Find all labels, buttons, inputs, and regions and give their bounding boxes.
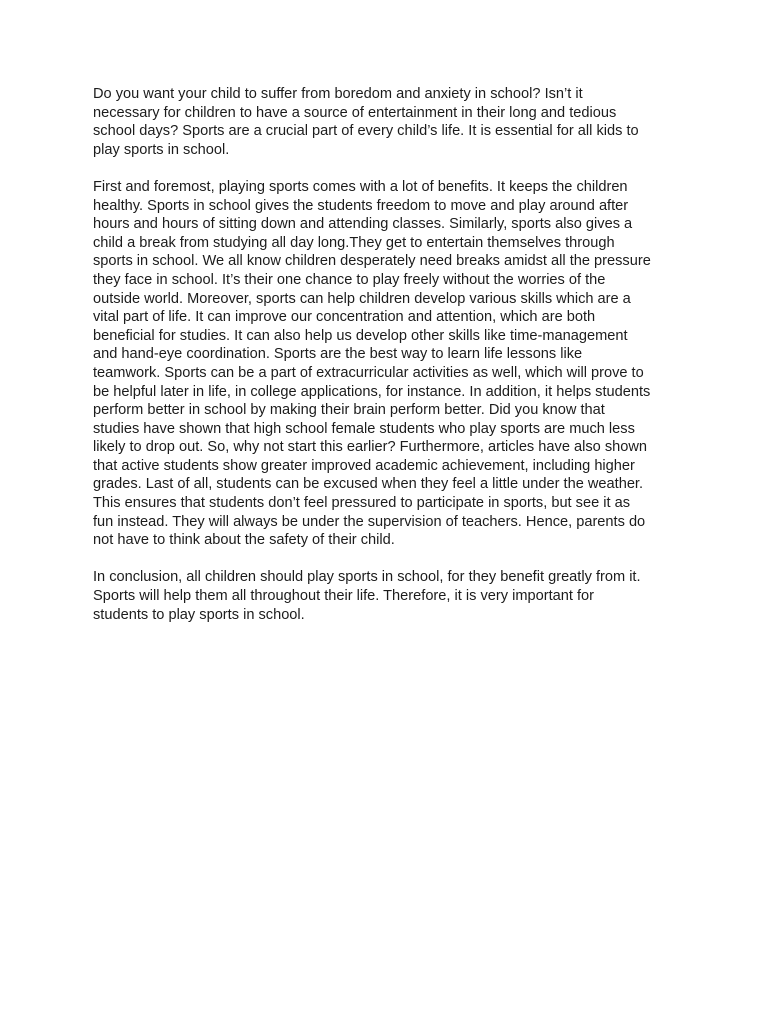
text-line: studies have shown that high school female students who play sports are much less	[93, 420, 635, 437]
text-line: play sports in school.	[93, 141, 230, 158]
text-line: Sports will help them all throughout their life. Therefore, it is very important for	[93, 588, 595, 605]
text-line: child a break from studying all day long.They get to entertain themselves through	[93, 234, 615, 251]
text-line: fun instead. They will always be under the supervision of teachers. Hence, parents do	[93, 513, 646, 530]
text-line: likely to drop out. So, why not start this earlier? Furthermore, articles have also shown	[93, 439, 647, 456]
text-line: First and foremost, playing sports comes with a lot of benefits. It keeps the children	[93, 178, 628, 195]
text-line: sports in school. We all know children desperately need breaks amidst all the pressure	[93, 253, 651, 270]
text-line: In conclusion, all children should play sports in school, for they benefit greatly from it.	[93, 569, 641, 586]
text-line: necessary for children to have a source of entertainment in their long and tedious	[93, 104, 617, 121]
text-line: not have to think about the safety of their child.	[93, 532, 395, 549]
text-line: beneficial for studies. It can also help us develop other skills like time-management	[93, 327, 628, 344]
paragraph-intro	[93, 85, 683, 159]
text-line: grades. Last of all, students can be excused when they feel a little under the weather.	[93, 476, 644, 493]
text-line: teamwork. Sports can be a part of extracurricular activities as well, which will prove to	[93, 364, 644, 381]
text-line: hours and hours of sitting down and attending classes. Similarly, sports also gives a	[93, 216, 633, 233]
text-line: they face in school. It’s their one chance to play freely without the worries of the	[93, 271, 606, 288]
text-line: vital part of life. It can improve our concentration and attention, which are both	[93, 309, 596, 326]
document-body	[93, 85, 683, 643]
text-line: school days? Sports are a crucial part of every child’s life. It is essential for all kids to	[93, 123, 639, 140]
text-line: Do you want your child to suffer from boredom and anxiety in school? Isn’t it	[93, 86, 583, 102]
paragraph-conclusion	[93, 568, 683, 624]
text-line: perform better in school by making their brain perform better. Did you know that	[93, 402, 605, 419]
text-line: be helpful later in life, in college applications, for instance. In addition, it helps students	[93, 383, 651, 400]
text-line: healthy. Sports in school gives the students freedom to move and play around after	[93, 197, 629, 214]
text-line: that active students show greater improved academic achievement, including higher	[93, 457, 635, 474]
text-line: students to play sports in school.	[93, 606, 305, 623]
text-line: and hand-eye coordination. Sports are the best way to learn life lessons like	[93, 346, 583, 363]
paragraph-body	[93, 178, 683, 550]
text-line: outside world. Moreover, sports can help children develop various skills which are a	[93, 290, 631, 307]
text-line: This ensures that students don’t feel pressured to participate in sports, but see it as	[93, 495, 631, 512]
